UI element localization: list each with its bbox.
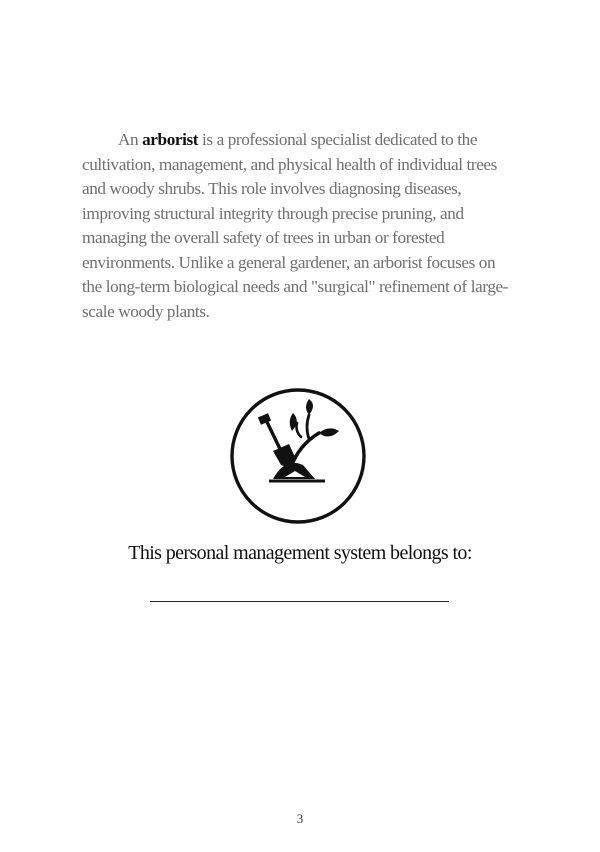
intro-paragraph <box>82 128 512 324</box>
intro-lead: An <box>118 130 143 149</box>
page-number: 3 <box>296 811 304 826</box>
owner-name-line[interactable] <box>150 601 449 602</box>
intro-body: is a professional specialist dedicated to the cultivation, management, and physical health of individual trees and woody shrubs. This role involves diagnosing diseases, improving structural integrity through precise pruning, and managing the overall safety of trees in urban or forested environments. Unlike a general gardener, an arborist focuses on the long-term biological needs and "surgical" refinement of large-scale woody plants. <box>82 130 509 321</box>
owner-prompt: This personal management system belongs to: <box>128 542 472 564</box>
intro-term: arborist <box>142 130 199 149</box>
shovel-and-sapling-icon <box>229 387 367 525</box>
